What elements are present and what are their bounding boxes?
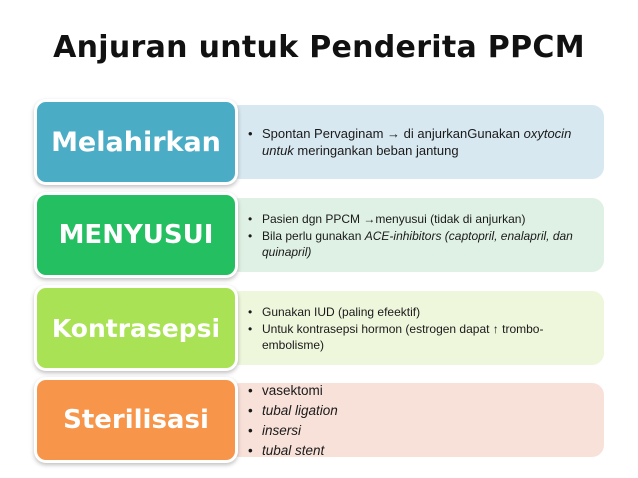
list-item: • Spontan Pervaginam → di anjurkanGunakan oxytocin untuk meringankan beban jantung: [248, 125, 594, 159]
panel-kontrasepsi: [228, 291, 604, 365]
list-item: • Pasien dgn PPCM →menyusui (tidak di anjurkan): [248, 211, 594, 227]
row-kontrasepsi: [30, 289, 610, 369]
list-item: • Gunakan IUD (paling efeektif): [248, 304, 594, 320]
label-kontrasepsi: Kontrasepsi: [34, 285, 238, 371]
label-melahirkan: Melahirkan: [34, 99, 238, 185]
list-item: • Untuk kontrasepsi hormon (estrogen dapat ↑ trombo-embolisme): [248, 321, 594, 353]
label-sterilisasi: Sterilisasi: [34, 377, 238, 463]
list-item: • insersi: [248, 421, 594, 440]
label-menyusui: MENYUSUI: [34, 192, 238, 278]
list-item: • vasektomi: [248, 381, 594, 400]
row-sterilisasi: [30, 381, 610, 461]
panel-sterilisasi: [228, 383, 604, 457]
list-item: • tubal stent: [248, 441, 594, 460]
list-item: • Bila perlu gunakan ACE-inhibitors (captopril, enalapril, dan quinapril): [248, 228, 594, 260]
row-menyusui: [30, 196, 610, 276]
panel-melahirkan: [228, 105, 604, 179]
page-title: Anjuran untuk Penderita PPCM: [53, 30, 585, 65]
list-item: • tubal ligation: [248, 401, 594, 420]
panel-menyusui: [228, 198, 604, 272]
row-melahirkan: [30, 103, 610, 183]
